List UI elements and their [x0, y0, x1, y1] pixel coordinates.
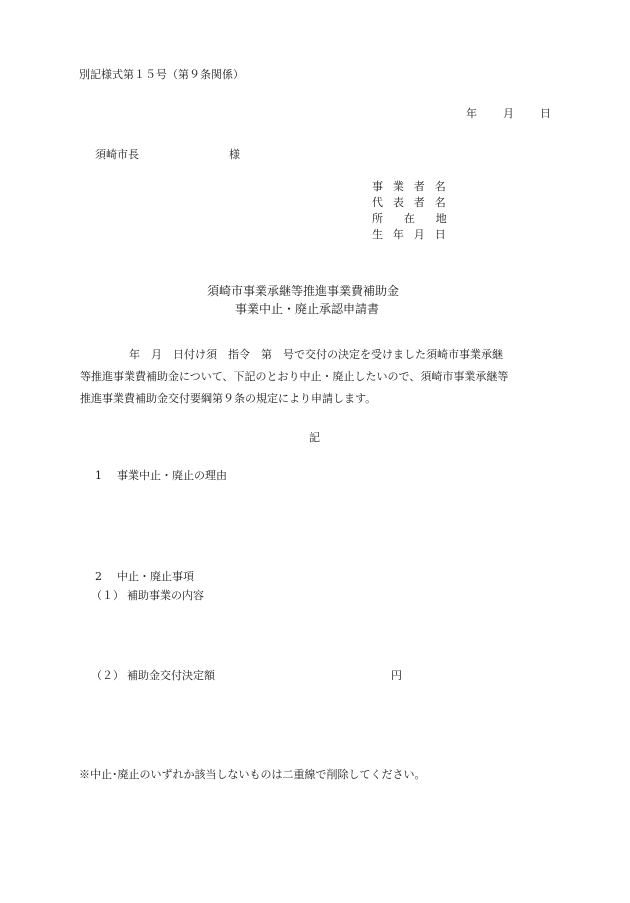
addressee-name: 須崎市長 [95, 148, 139, 161]
section-2-2-label: 補助金交付決定額 [127, 669, 215, 682]
body-line-1: 年 月 日付け須 指令 第 号で交付の決定を受けました須崎市事業承継 [129, 348, 503, 361]
section-2-1-number: （１） [91, 589, 124, 602]
section-2-number: 2 [95, 570, 102, 583]
date-month-label: 月 [503, 107, 514, 120]
form-number: 別記様式第１５号（第９条関係） [79, 68, 244, 81]
section-1-number: 1 [95, 469, 102, 482]
section-2-2-unit: 円 [391, 669, 402, 682]
ki-heading: 記 [309, 431, 320, 444]
field-address: 所在地 [372, 212, 468, 225]
field-birthdate: 生年月日 [372, 228, 456, 241]
date-year-label: 年 [466, 107, 477, 120]
section-1-label: 事業中止・廃止の理由 [117, 469, 227, 482]
section-2-label: 中止・廃止事項 [117, 570, 194, 583]
document-title-line1: 須崎市事業承継等推進事業費補助金 [207, 284, 400, 298]
date-day-label: 日 [540, 107, 551, 120]
body-paragraph [80, 344, 560, 410]
body-line-2: 等推進事業費補助金について、下記のとおり中止・廃止したいので、須崎市事業承継等 [80, 370, 509, 383]
section-2-2-number: （２） [91, 669, 124, 682]
body-line-3: 推進事業費補助金交付要綱第９条の規定により申請します。 [80, 392, 377, 405]
addressee-honorific: 様 [229, 148, 240, 161]
field-business-name: 事業者名 [372, 180, 456, 193]
section-2-1-label: 補助事業の内容 [127, 589, 204, 602]
field-representative-name: 代表者名 [372, 196, 456, 209]
footnote: ※中止･廃止のいずれか該当しないものは二重線で削除してください。 [79, 768, 426, 781]
document-title-line2: 事業中止・廃止承認申請書 [235, 302, 380, 316]
